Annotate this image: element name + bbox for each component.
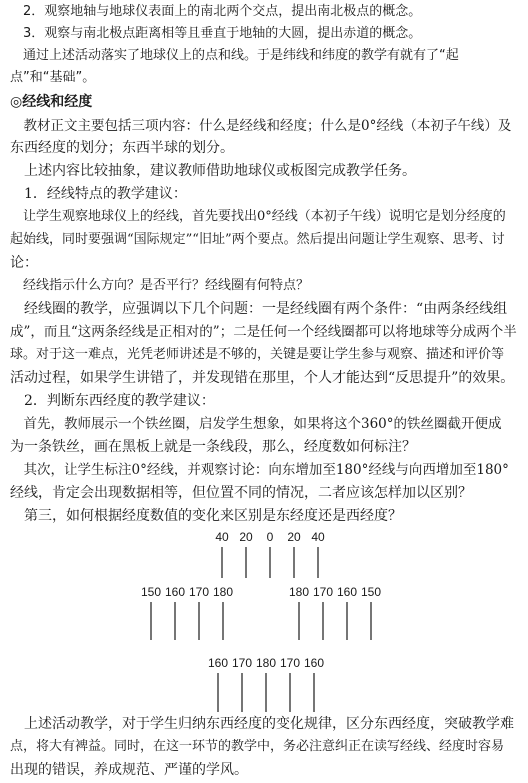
text-line: 起始线，同时要强调“国际规定”“旧址”两个要点。然后提出问题让学生观察、思考、讨 <box>10 232 505 247</box>
text-line: 上述内容比较抽象，建议教师借助地球仪或板图完成教学任务。 <box>10 163 416 179</box>
row3-label: 180 <box>255 656 277 670</box>
text-line: 上述活动教学，对于学生归纳东西经度的变化规律，区分东西经度，突破教学难 <box>10 716 514 732</box>
row2-right-label: 170 <box>312 585 334 599</box>
text-line: 通过上述活动落实了地球仪上的点和线。于是纬线和纬度的教学有就有了“起 <box>10 48 459 63</box>
row3-label: 170 <box>231 656 253 670</box>
row3-label: 160 <box>207 656 229 670</box>
text-line: 2．判断东西经度的教学建议： <box>10 393 215 409</box>
row2-left-label: 180 <box>212 585 234 599</box>
row1-label: 20 <box>287 530 301 544</box>
text-line: 球。对于这一难点，光凭老师讲述是不够的，关键是要让学生参与观察、描述和评价等 <box>10 347 505 362</box>
text-line: 出现的错误，养成规范、严谨的学风。 <box>10 762 248 778</box>
row3-label: 170 <box>279 656 301 670</box>
text-line: 东西经度的划分；东西半球的划分。 <box>10 140 234 156</box>
row2-right-label: 180 <box>288 585 310 599</box>
text-line: 为一条铁丝，画在黑板上就是一条线段，那么，经度数如何标注？ <box>10 439 416 455</box>
text-line: 第三，如何根据经度数值的变化来区别是东经度还是西经度？ <box>10 508 402 524</box>
row1-label: 40 <box>215 530 229 544</box>
row1-label: 20 <box>239 530 253 544</box>
text-line: 3．观察与南北极点距离相等且垂直于地轴的大圆，提出赤道的概念。 <box>10 26 422 41</box>
row2-right-label: 160 <box>336 585 358 599</box>
row2-left-label: 170 <box>188 585 210 599</box>
text-line: 活动过程，如果学生讲错了，并发现错在那里，个人才能达到“反思提升”的效果。 <box>10 370 515 386</box>
text-line: 1．经线特点的教学建议： <box>10 186 187 202</box>
text-line: 首先，教师展示一个铁丝圈，启发学生想象，如果将这个360°的铁丝圈截开便成 <box>10 416 502 432</box>
row3-label: 160 <box>303 656 325 670</box>
row2-left-label: 150 <box>140 585 162 599</box>
text-line: 点，将大有裨益。同时，在这一环节的教学中，务必注意纠正在读写经线、经度时容易 <box>10 739 505 754</box>
text-line: 经线圈的教学，应强调以下几个问题：一是经线圈有两个条件：“由两条经线组 <box>10 301 508 317</box>
text-line: 其次，让学生标注0°经线，并观察讨论：向东增加至180°经线与向西增加至180° <box>10 462 509 478</box>
row1-label: 40 <box>311 530 325 544</box>
text-line: 成”，而且“这两条经线是正相对的”；二是任何一个经线圈都可以将地球等分成两个半 <box>10 324 517 340</box>
text-line: 点”和“基础”。 <box>10 70 96 85</box>
text-line: 让学生观察地球仪上的经线，首先要找出0°经线（本初子午线）说明它是划分经度的 <box>10 209 506 224</box>
row1-label: 0 <box>266 530 274 544</box>
text-line: 经线，肯定会出现数据相等，但位置不同的情况，二者应该怎样加以区别？ <box>10 485 472 501</box>
text-line: 经线指示什么方向？是否平行？经线圈有何特点？ <box>10 278 310 293</box>
row2-right-label: 150 <box>360 585 382 599</box>
section-heading: ◎经线和经度 <box>10 94 93 110</box>
text-line: 论： <box>10 255 38 271</box>
text-line: 教材正文主要包括三项内容：什么是经线和经度；什么是0°经线（本初子午线）及 <box>10 118 512 134</box>
text-line: 2．观察地轴与地球仪表面上的南北两个交点，提出南北极点的概念。 <box>10 4 422 19</box>
row2-left-label: 160 <box>164 585 186 599</box>
